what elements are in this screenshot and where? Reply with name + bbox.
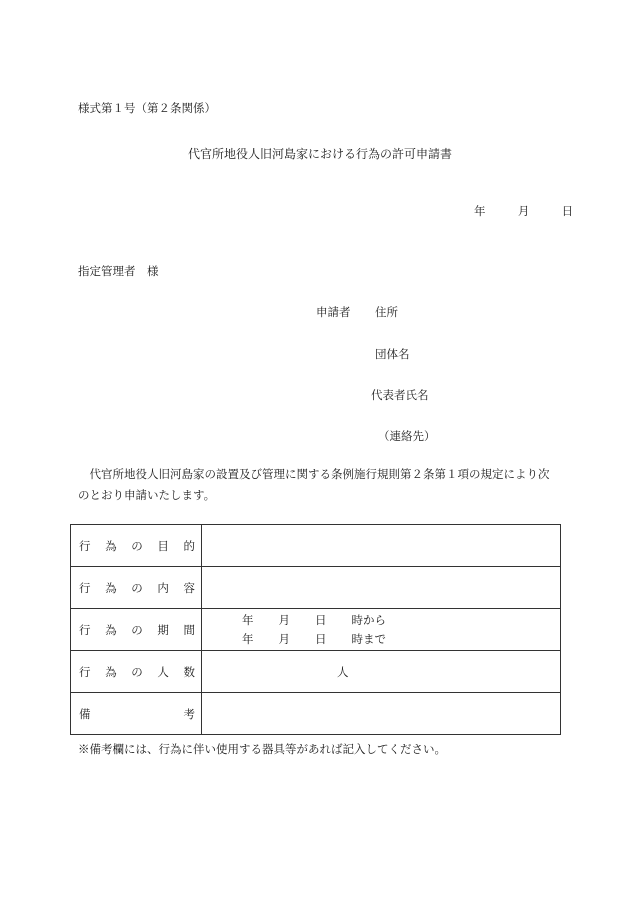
form-number: 様式第１号（第２条関係） bbox=[78, 101, 216, 115]
table-row-period bbox=[71, 609, 561, 651]
contact-label: （連絡先） bbox=[378, 429, 436, 443]
people-char: 人 bbox=[157, 664, 169, 679]
purpose-value-cell[interactable] bbox=[202, 525, 561, 567]
date-line bbox=[474, 203, 573, 219]
period-char: 間 bbox=[183, 622, 195, 637]
group-name-label: 団体名 bbox=[375, 347, 410, 361]
period-char: 行 bbox=[79, 622, 91, 637]
purpose-char: の bbox=[131, 538, 143, 553]
date-month: 月 bbox=[517, 204, 530, 218]
content-char: 行 bbox=[79, 580, 91, 595]
period-to-month: 月 bbox=[278, 631, 290, 646]
remarks-value-cell[interactable] bbox=[202, 693, 561, 735]
period-from-line bbox=[242, 611, 560, 630]
footnote: ※備考欄には、行為に伴い使用する器具等があれば記入してください。 bbox=[78, 742, 446, 756]
people-label bbox=[71, 651, 202, 693]
people-char: の bbox=[131, 664, 143, 679]
period-from-day: 日 bbox=[315, 612, 327, 627]
document-title: 代官所地役人旧河島家における行為の許可申請書 bbox=[188, 147, 453, 161]
purpose-char: 為 bbox=[105, 538, 117, 553]
people-unit: 人 bbox=[337, 664, 349, 679]
content-char: の bbox=[131, 580, 143, 595]
purpose-char: 的 bbox=[183, 538, 195, 553]
content-label bbox=[71, 567, 202, 609]
representative-name-label: 代表者氏名 bbox=[371, 388, 429, 402]
table-row-remarks bbox=[71, 693, 561, 735]
period-char: 期 bbox=[157, 622, 169, 637]
people-char: 為 bbox=[105, 664, 117, 679]
period-char: 為 bbox=[105, 622, 117, 637]
period-from-time: 時から bbox=[351, 612, 386, 627]
application-form-table bbox=[70, 524, 561, 735]
remarks-char: 備 bbox=[79, 706, 91, 721]
table-row-content bbox=[71, 567, 561, 609]
content-char: 容 bbox=[183, 580, 195, 595]
content-char: 内 bbox=[157, 580, 169, 595]
period-to-time: 時まで bbox=[351, 631, 386, 646]
period-from-month: 月 bbox=[278, 612, 290, 627]
people-char: 行 bbox=[79, 664, 91, 679]
content-char: 為 bbox=[105, 580, 117, 595]
period-to-line bbox=[242, 630, 560, 649]
purpose-char: 目 bbox=[157, 538, 169, 553]
people-value-cell[interactable] bbox=[202, 651, 561, 693]
table-row-people bbox=[71, 651, 561, 693]
applicant-label: 申請者 bbox=[316, 305, 351, 319]
period-from-year: 年 bbox=[242, 612, 254, 627]
period-label bbox=[71, 609, 202, 651]
addressee: 指定管理者 様 bbox=[78, 264, 159, 278]
period-char: の bbox=[131, 622, 143, 637]
period-to-day: 日 bbox=[315, 631, 327, 646]
period-to-year: 年 bbox=[242, 631, 254, 646]
address-label: 住所 bbox=[375, 305, 398, 319]
purpose-char: 行 bbox=[79, 538, 91, 553]
content-value-cell[interactable] bbox=[202, 567, 561, 609]
purpose-label bbox=[71, 525, 202, 567]
date-year: 年 bbox=[474, 204, 486, 218]
date-day: 日 bbox=[561, 204, 574, 218]
table-row-purpose bbox=[71, 525, 561, 567]
period-value-cell[interactable] bbox=[202, 609, 561, 651]
remarks-char: 考 bbox=[183, 706, 195, 721]
remarks-label bbox=[71, 693, 202, 735]
application-statement: 代官所地役人旧河島家の設置及び管理に関する条例施行規則第２条第１項の規定により次のとおり申請いたします。 bbox=[78, 467, 550, 502]
people-char: 数 bbox=[183, 664, 195, 679]
